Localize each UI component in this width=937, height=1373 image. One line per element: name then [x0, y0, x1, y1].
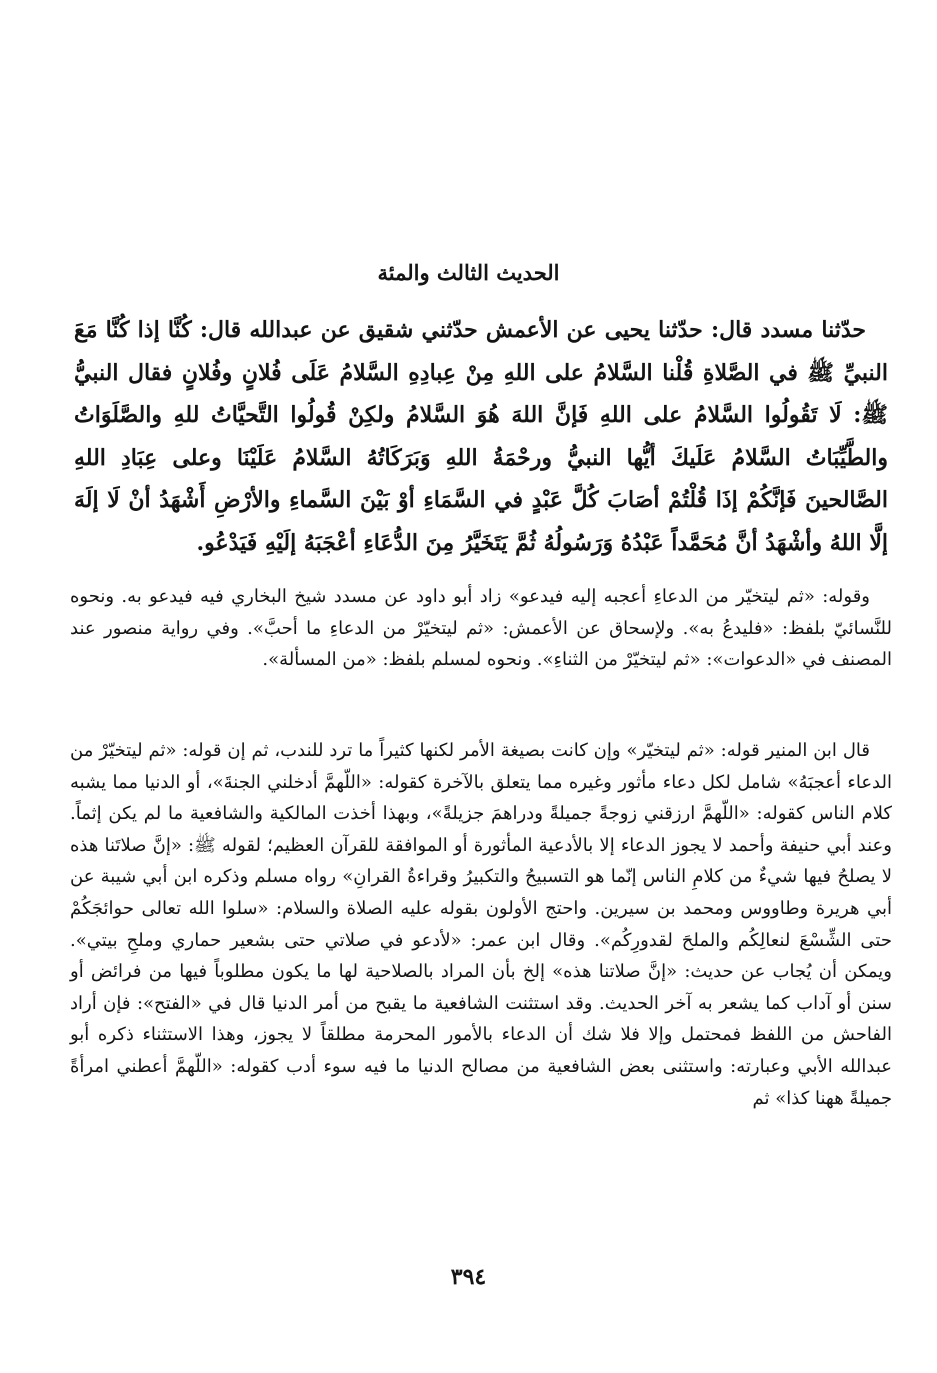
commentary-text: قال ابن المنير قوله: «ثم ليتخيّر» وإن كانت بصيغة الأمر لكنها كثيراً ما ترد للندب، ثم إن قوله: «ثم ليتخيّرْ من الدعاء أعجبَهُ» شامل لكل دعاء مأثور وغيره مما يتعلق بالآخرة كقوله: «اللّهمَّ أدخلني الجنةَ»، أو الدنيا مما يشبه كلام الناس كقوله: «اللّهمَّ ارزقني زوجةً جميلةً ودراهمَ جزيلةً»، وبهذا أخذت المالكية والشافعية ما لم يكن إثماً. وعند أبي حنيفة وأحمد لا يجوز الدعاء إلا بالأدعية المأثورة أو الموافقة للقرآن العظيم؛ لقوله ﷺ: «إنَّ صلاتَنا هذه لا يصلحُ فيها شيءٌ من كلامِ الناس إنّما هو التسبيحُ والتكبيرُ وقراءةُ القرانِ» رواه مسلم وذكره ابن أبي شيبة عن أبي هريرة وطاووس ومحمد بن سيرين. واحتج الأولون بقوله عليه الصلاة والسلام: «سلوا الله تعالى حوائجَكُمْ حتى الشِّسْعَ لنعالِكُم والملحَ لقدورِكُم». وقال ابن عمر: «لأدعو في صلاتي حتى بشعير حماري وملحِ بيتي». ويمكن أن يُجاب عن حديث: «إنَّ صلاتنا هذه» إلخ بأن المراد بالصلاحية لها ما يكون مطلوباً فيها من فرائض أو سنن أو آداب كما يشعر به آخر الحديث. وقد استثنت الشافعية ما يقبح من أمر الدنيا قال في «الفتح»: فإن أراد الفاحش من اللفظ فمحتمل وإلا فلا شك أن الدعاء بالأمور المحرمة مطلقاً لا يجوز، وهذا الاستثناء ذكره أبو عبدالله الأبي وعبارته: واستثنى بعض الشافعية من مصالح الدنيا ما فيه سوء أدب كقوله: «اللّهمَّ أعطني امرأةً جميلةً ههنا كذا» ثم — [70, 740, 893, 1109]
commentary-paragraph — [70, 735, 892, 1114]
hadith-title: الحديث الثالث والمئة — [377, 260, 560, 285]
hadith-body: حدّثنا مسدد قال: حدّثنا يحيى عن الأعمش حدّثني شقيق عن عبدالله قال: كُنَّا إذا كُنَّا مَعَ النبيِّ ﷺ في الصَّلاةِ قُلْنا السَّلامُ على اللهِ مِنْ عِبادِهِ السَّلامُ عَلَى فُلانٍ وفُلانٍ فقال النبيُّ ﷺ: لَا تَقُولُوا السَّلامُ على اللهِ فَإنَّ اللهَ هُوَ السَّلامُ ولكِنْ قُولُوا التَّحيَّاتُ للهِ والصَّلَوَاتُ والطَّيِّبَاتُ السَّلامُ عَلَيكَ أيُّها النبيُّ ورحْمَةُ اللهِ وَبَرَكَاتُهُ السَّلامُ عَلَيْنَا وعلى عِبَادِ اللهِ الصَّالحينَ فَإنَّكُمْ إذَا قُلْتُمْ أصَابَ كُلَّ عَبْدٍ في السَّمَاءِ أوْ بَيْنَ السَّماءِ والأرْضِ أَشْهَدُ أنْ لَا إلَهَ إلَّا اللهُ وأشْهَدُ أنَّ مُحَمَّداً عَبْدُهُ وَرَسُولُهُ ثُمَّ يَتَخَيَّرُ مِنَ الدُّعَاءِ أعْجَبَهُ إلَيْهِ فَيَدْعُو. — [74, 317, 888, 556]
hadith-text — [74, 309, 888, 564]
commentary-text: وقوله: «ثم ليتخيّر من الدعاءِ أعجبه إليه فيدعو» زاد أبو داود عن مسدد شيخ البخاري فيه فيدعو به. ونحوه للنَّسائيّ بلفظ: «فليدعُ به». ولإسحاق عن الأعمش: «ثم ليتخيّرْ من الدعاءِ ما أحبَّ». وفي رواية منصور عند المصنف في «الدعوات»: «ثم ليتخيّرْ من الثناءِ». ونحوه لمسلم بلفظ: «من المسألة». — [70, 586, 892, 671]
commentary-paragraph — [70, 581, 892, 676]
page-number: ٣٩٤ — [450, 1264, 487, 1290]
